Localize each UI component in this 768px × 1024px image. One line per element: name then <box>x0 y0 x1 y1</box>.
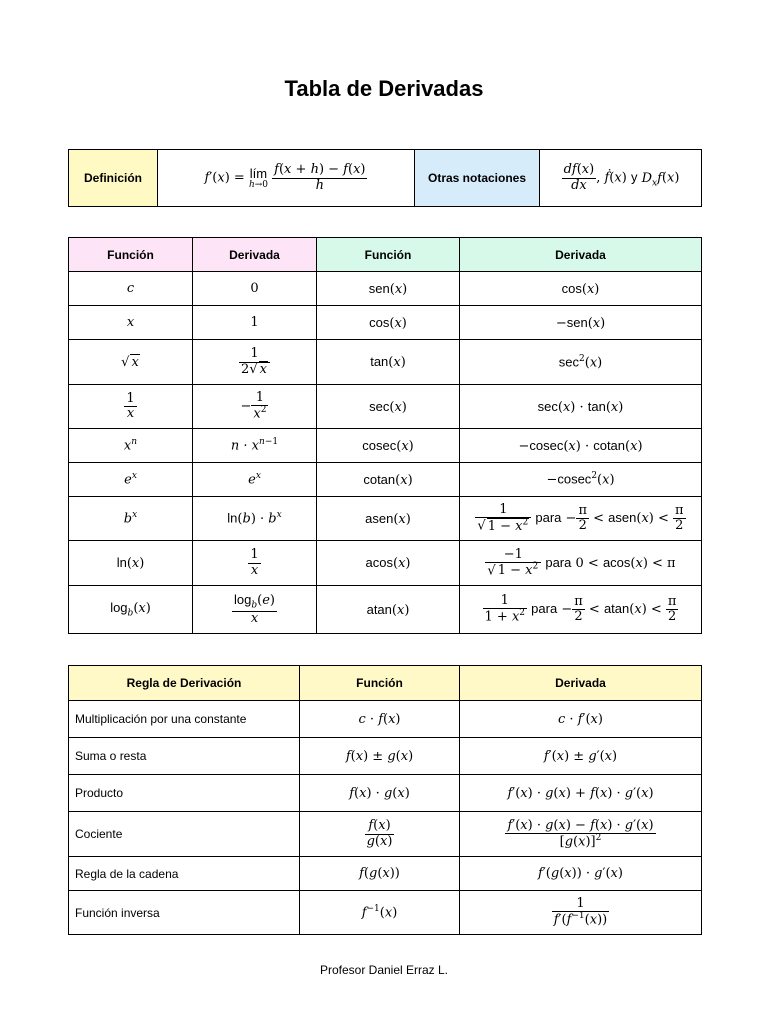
limit-operator: lím h→0 <box>248 165 269 190</box>
function-cell: $x^n$ <box>69 429 193 463</box>
rule-derivative: f′(x) ± g′(x) <box>460 738 702 775</box>
rule-derivative: $\frac{1}{f'(f^{-1}(x))}$ <box>460 891 702 935</box>
function-cell: tan(x) <box>317 340 460 385</box>
derivative-cell: cos(x) <box>460 272 702 306</box>
rule-name: Suma o resta <box>69 738 300 775</box>
derivative-cell: −cosec(x) · cotan(x) <box>460 429 702 463</box>
table-row <box>69 463 702 497</box>
derivative-cell: − $\frac{1}{x^2}$ <box>193 385 317 429</box>
table-row <box>69 891 702 935</box>
rule-name: Función inversa <box>69 891 300 935</box>
function-cell: $b^x$ <box>69 497 193 541</box>
header-derivada: Derivada <box>460 666 702 701</box>
rule-derivative: $\frac{f'(x) \cdot g(x) - f(x) \cdot g'(x)}{[g(x)]^2}$ <box>460 812 702 857</box>
derivative-cell: $\frac{-1}{√ 1 - x^2}$ para 0 < acos(x) < π <box>460 541 702 586</box>
definition-label: Definición <box>69 150 158 207</box>
table-row <box>69 272 702 306</box>
derivative-cell: −sen(x) <box>460 306 702 340</box>
other-notations-label: Otras notaciones <box>415 150 540 207</box>
function-cell: $\frac{1}{x}$ <box>69 385 193 429</box>
header-funcion: Función <box>300 666 460 701</box>
derivative-cell: $\sec^2(x)$ <box>460 340 702 385</box>
header-funcion-1: Función <box>69 238 193 272</box>
function-cell: $\log_b(x)$ <box>69 586 193 634</box>
header-derivada-1: Derivada <box>193 238 317 272</box>
rule-function: $f^{-1}(x)$ <box>300 891 460 935</box>
rule-function: f(g(x)) <box>300 857 460 891</box>
definition-table <box>68 149 702 207</box>
function-cell: √ x <box>69 340 193 385</box>
table-row <box>69 738 702 775</box>
rule-derivative: f′(x) · g(x) + f(x) · g′(x) <box>460 775 702 812</box>
function-cell: $e^x$ <box>69 463 193 497</box>
rule-function: f(x) · g(x) <box>300 775 460 812</box>
rule-derivative: c · f′(x) <box>460 701 702 738</box>
function-cell: c <box>69 272 193 306</box>
header-funcion-2: Función <box>317 238 460 272</box>
rule-function: c · f(x) <box>300 701 460 738</box>
derivatives-table <box>68 237 702 634</box>
header-regla: Regla de Derivación <box>69 666 300 701</box>
definition-formula: f′(x) = lím h→0 $\frac{f(x + h) - f(x)}{h}$ <box>158 150 415 207</box>
table-row <box>69 701 702 738</box>
function-cell: x <box>69 306 193 340</box>
rule-derivative: f′(g(x)) · g′(x) <box>460 857 702 891</box>
table-row <box>69 541 702 586</box>
derivative-cell: $\frac{1}{√ 1 - x^2}$ para − $\frac{\pi}{2}$ < asen(x) < $\frac{\pi}{2}$ <box>460 497 702 541</box>
page-title: Tabla de Derivadas <box>284 76 484 101</box>
rule-function: f(x) ± g(x) <box>300 738 460 775</box>
derivative-cell: $n \cdot x^{n-1}$ <box>193 429 317 463</box>
function-cell: acos(x) <box>317 541 460 586</box>
table-row <box>69 429 702 463</box>
function-cell: ln(x) <box>69 541 193 586</box>
rule-function: $\frac{f(x)}{g(x)}$ <box>300 812 460 857</box>
derivative-cell: $\frac{1}{1 + x^2}$ para − $\frac{\pi}{2}$ < atan(x) < $\frac{\pi}{2}$ <box>460 586 702 634</box>
derivative-cell: $\frac{1}{x}$ <box>193 541 317 586</box>
derivative-cell: sec(x) · tan(x) <box>460 385 702 429</box>
footer-author: Profesor Daniel Erraz L. <box>319 963 449 977</box>
rule-name: Cociente <box>69 812 300 857</box>
rule-name: Producto <box>69 775 300 812</box>
function-cell: atan(x) <box>317 586 460 634</box>
header-derivada-2: Derivada <box>460 238 702 272</box>
table-row <box>69 306 702 340</box>
table-row <box>69 586 702 634</box>
table-row <box>69 857 702 891</box>
function-cell: asen(x) <box>317 497 460 541</box>
function-cell: sen(x) <box>317 272 460 306</box>
derivative-cell: −cosec$^2$(x) <box>460 463 702 497</box>
rules-table <box>68 665 702 935</box>
derivative-cell: 1 <box>193 306 317 340</box>
function-cell: sec(x) <box>317 385 460 429</box>
rule-name: Multiplicación por una constante <box>69 701 300 738</box>
function-cell: cos(x) <box>317 306 460 340</box>
table-row <box>69 340 702 385</box>
derivative-cell: $\frac{1}{2√ x}$ <box>193 340 317 385</box>
table-row <box>69 497 702 541</box>
derivative-cell: 0 <box>193 272 317 306</box>
other-notations-formula: $\frac{df(x)}{dx}$ , ḟ(x) y $D_xf(x)$ <box>540 150 702 207</box>
table-row <box>69 385 702 429</box>
function-cell: cosec(x) <box>317 429 460 463</box>
table-row <box>69 775 702 812</box>
derivative-cell: $\ln(b) \cdot b^x$ <box>193 497 317 541</box>
function-cell: cotan(x) <box>317 463 460 497</box>
derivative-cell: $e^x$ <box>193 463 317 497</box>
rule-name: Regla de la cadena <box>69 857 300 891</box>
derivative-cell: $\frac{\log_b(e)}{x}$ <box>193 586 317 634</box>
table-row <box>69 812 702 857</box>
